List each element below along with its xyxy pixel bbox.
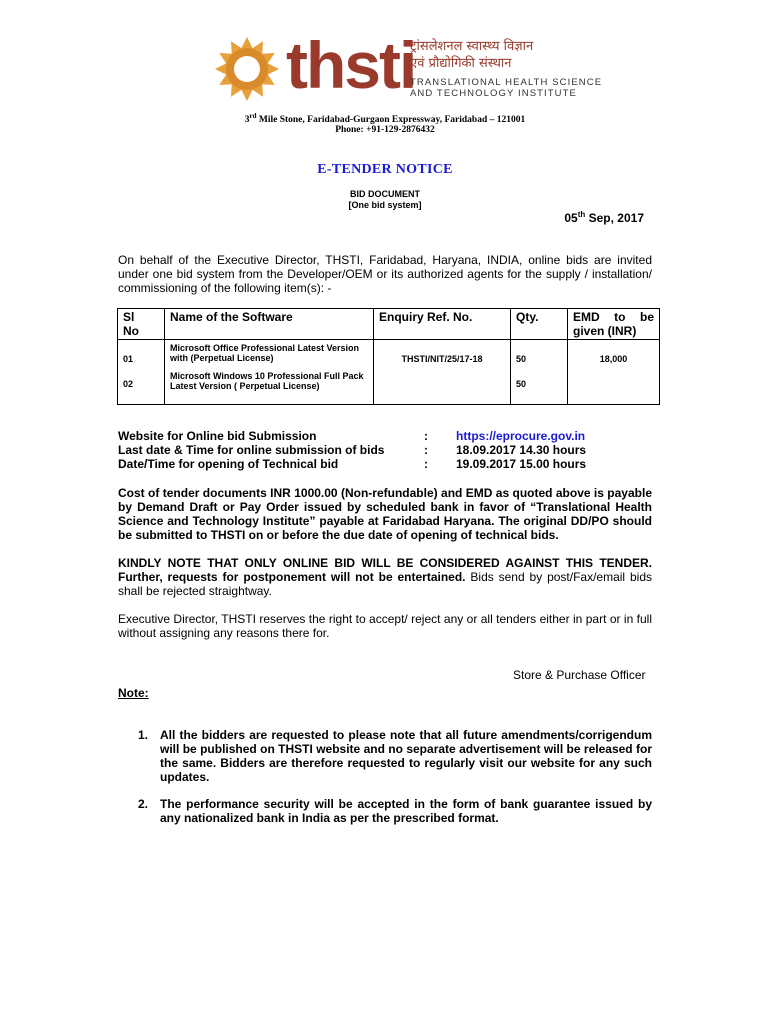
row-software-name: Microsoft Office Professional Latest Version with (Perpetual License) — [165, 340, 374, 366]
table-row — [118, 340, 660, 366]
eprocure-link[interactable]: https://eprocure.gov.in — [456, 429, 586, 443]
phone-line: Phone: +91-129-2876432 — [335, 125, 435, 135]
row-enquiry-ref — [374, 365, 511, 405]
logo-hindi-name: ट्रांसलेशनल स्वास्थ्य विज्ञान एवं प्रौद्योगिकी संस्थान — [410, 39, 534, 71]
schedule-opening-row: Date/Time for opening of Technical bid : 19.09.2017 15.00 hours — [118, 457, 587, 471]
header-enquiry-ref: Enquiry Ref. No. — [374, 309, 511, 340]
header-qty: Qty. — [511, 309, 568, 340]
cost-paragraph: Cost of tender documents INR 1000.00 (Non-refundable) and EMD as quoted above is payable by Demand Draft or Pay Order issued by scheduled bank in favor of “Translational Health Science and Technology Institute” payable at Faridabad Haryana. The original DD/PO should be submitted to THSTI on or before the due date of opening of technical bids. — [118, 486, 652, 542]
thsti-logo-emblem-icon — [214, 36, 280, 102]
page-title: E-TENDER NOTICE — [317, 162, 453, 177]
schedule-last-date-row: Last date & Time for online submission of bids : 18.09.2017 14.30 hours — [118, 443, 587, 457]
row-qty: 50 — [511, 365, 568, 405]
logo-english-name: TRANSLATIONAL HEALTH SCIENCE AND TECHNOLOGY INSTITUTE — [410, 77, 603, 99]
row-sl-no: 01 — [118, 340, 165, 366]
row-emd — [568, 365, 660, 405]
thsti-logo — [214, 28, 603, 104]
notice-date: 05th Sep, 2017 — [564, 210, 644, 225]
table-row — [118, 365, 660, 405]
kindly-note-paragraph: KINDLY NOTE THAT ONLY ONLINE BID WILL BE CONSIDERED AGAINST THIS TENDER. Further, requests for postponement will not be entertained. Bids send by post/Fax/email bids shall be rejected straightway. — [118, 556, 652, 598]
note-item: 2. The performance security will be accepted in the form of bank guarantee issued by any nationalized bank in India as per the prescribed format. — [138, 797, 652, 825]
table-header-row — [118, 309, 660, 340]
reserve-paragraph: Executive Director, THSTI reserves the right to accept/ reject any or all tenders either in part or in full without assigning any reasons there for. — [118, 612, 652, 640]
row-sl-no: 02 — [118, 365, 165, 405]
row-emd: 18,000 — [568, 340, 660, 366]
bid-system-label: [One bid system] — [348, 200, 422, 210]
bid-document-label: BID DOCUMENT — [350, 189, 420, 199]
address-line: 3rd Mile Stone, Faridabad-Gurgaon Expressway, Faridabad – 121001 — [244, 112, 526, 126]
row-software-name: Microsoft Windows 10 Professional Full Pack Latest Version ( Perpetual License) — [165, 365, 374, 405]
intro-paragraph: On behalf of the Executive Director, THSTI, Faridabad, Haryana, INDIA, online bids are invited under one bid system from the Developer/OEM or its authorized agents for the supply / installation/ commissioning of the following item(s): - — [118, 253, 652, 295]
row-qty: 50 — [511, 340, 568, 366]
schedule-website-row: Website for Online bid Submission : https://eprocure.gov.in — [118, 429, 586, 443]
signatory: Store & Purchase Officer — [513, 668, 646, 682]
header-emd: EMD to be given (INR) — [568, 309, 660, 340]
note-item: 1. All the bidders are requested to please note that all future amendments/corrigendum will be published on THSTI website and no separate advertisement will be released for the same. Bidders are therefore requested to regularly visit our website for any such updates. — [138, 728, 652, 784]
row-enquiry-ref: THSTI/NIT/25/17-18 — [374, 340, 511, 366]
items-table — [117, 308, 660, 405]
logo-wordmark: thsti — [286, 28, 416, 102]
header-sl-no: Sl No — [118, 309, 165, 340]
header-software-name: Name of the Software — [165, 309, 374, 340]
note-heading: Note: — [118, 686, 149, 700]
